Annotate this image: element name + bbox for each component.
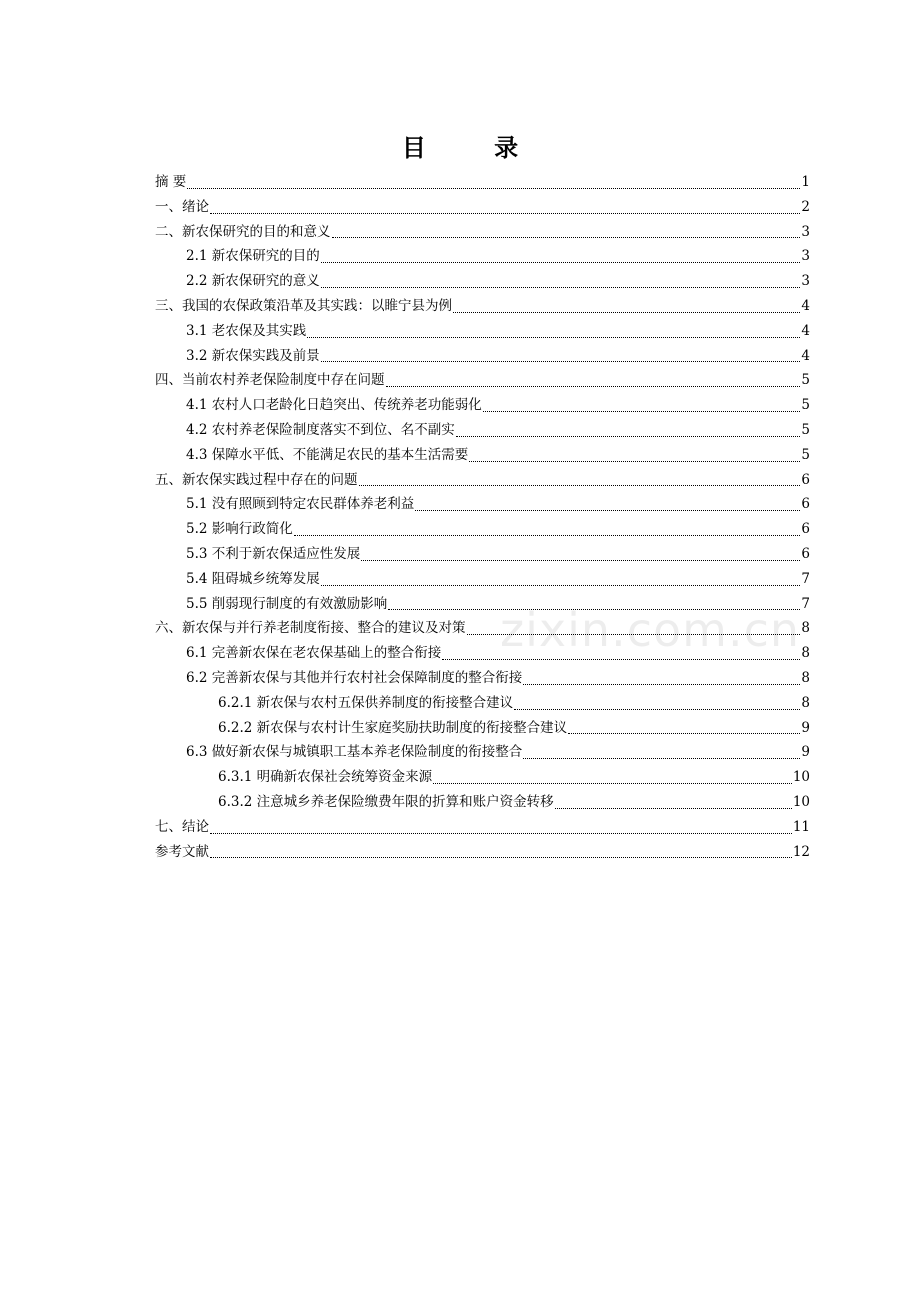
toc-entry-page-number: 4 [801, 297, 810, 314]
toc-entry-page-number: 5 [801, 397, 810, 414]
toc-entry[interactable] [155, 244, 810, 269]
toc-entry-label: 6.3.1 明确新农保社会统筹资金来源 [218, 769, 433, 786]
toc-entry[interactable] [155, 195, 810, 220]
toc-entry-label: 六、新农保与并行养老制度衔接、整合的建议及对策 [155, 620, 466, 637]
toc-entry[interactable] [155, 840, 810, 865]
toc-entry-label: 一、绪论 [155, 198, 209, 215]
toc-entry-label: 5.5 削弱现行制度的有效激励影响 [186, 595, 388, 612]
toc-entry-page-number: 12 [792, 843, 810, 860]
toc-entry[interactable] [155, 443, 810, 468]
toc-entry-label: 4.1 农村人口老龄化日趋突出、传统养老功能弱化 [186, 397, 482, 414]
toc-entry[interactable] [155, 294, 810, 319]
toc-entry-page-number: 3 [801, 248, 810, 265]
toc-entry-page-number: 9 [801, 719, 810, 736]
toc-dot-leader [321, 585, 801, 586]
toc-dot-leader [388, 609, 800, 610]
toc-dot-leader [433, 783, 792, 784]
toc-entry-page-number: 3 [801, 273, 810, 290]
toc-entry-page-number: 7 [801, 595, 810, 612]
toc-entry-label: 3.1 老农保及其实践 [186, 322, 307, 339]
toc-dot-leader [555, 808, 792, 809]
toc-entry[interactable] [155, 567, 810, 592]
toc-dot-leader [523, 758, 800, 759]
toc-entry[interactable] [155, 616, 810, 641]
page-title: 目 录 [401, 134, 549, 162]
toc-entry-label: 6.3.2 注意城乡养老保险缴费年限的折算和账户资金转移 [218, 793, 554, 810]
table-of-contents [155, 170, 810, 864]
toc-entry-page-number: 4 [801, 347, 810, 364]
toc-entry-label: 6.3 做好新农保与城镇职工基本养老保险制度的衔接整合 [186, 744, 523, 761]
toc-entry-label: 6.2.1 新农保与农村五保供养制度的衔接整合建议 [218, 694, 514, 711]
toc-entry-page-number: 8 [801, 669, 810, 686]
toc-dot-leader [568, 733, 800, 734]
toc-dot-leader [307, 337, 800, 338]
toc-entry[interactable] [155, 641, 810, 666]
toc-dot-leader [386, 386, 801, 387]
toc-entry[interactable] [155, 517, 810, 542]
toc-entry-page-number: 8 [801, 645, 810, 662]
toc-entry-page-number: 5 [801, 372, 810, 389]
toc-dot-leader [467, 634, 801, 635]
toc-entry-label: 6.2.2 新农保与农村计生家庭奖励扶助制度的衔接整合建议 [218, 719, 568, 736]
toc-dot-leader [469, 461, 800, 462]
toc-entry[interactable] [155, 592, 810, 617]
toc-entry-label: 5.3 不利于新农保适应性发展 [186, 545, 361, 562]
toc-entry-page-number: 6 [801, 496, 810, 513]
toc-entry[interactable] [155, 666, 810, 691]
toc-entry-label: 5.4 阻碍城乡统筹发展 [186, 570, 320, 587]
toc-entry[interactable] [155, 319, 810, 344]
toc-entry[interactable] [155, 468, 810, 493]
toc-entry[interactable] [155, 542, 810, 567]
toc-dot-leader [187, 188, 800, 189]
toc-entry-label: 3.2 新农保实践及前景 [186, 347, 320, 364]
toc-entry[interactable] [155, 344, 810, 369]
toc-dot-leader [321, 262, 801, 263]
toc-dot-leader [321, 287, 801, 288]
toc-dot-leader [483, 411, 801, 412]
toc-entry-label: 三、我国的农保政策沿革及其实践：以睢宁县为例 [155, 297, 452, 314]
toc-entry[interactable] [155, 815, 810, 840]
toc-entry-label: 七、结论 [155, 818, 209, 835]
toc-entry-page-number: 9 [801, 744, 810, 761]
toc-dot-leader [453, 312, 800, 313]
toc-dot-leader [294, 535, 801, 536]
toc-entry-page-number: 5 [801, 421, 810, 438]
toc-dot-leader [415, 510, 800, 511]
toc-entry-label: 6.1 完善新农保在老农保基础上的整合衔接 [186, 645, 442, 662]
toc-entry-label: 6.2 完善新农保与其他并行农村社会保障制度的整合衔接 [186, 669, 523, 686]
toc-entry[interactable] [155, 740, 810, 765]
toc-dot-leader [210, 857, 792, 858]
toc-entry-label: 5.2 影响行政简化 [186, 521, 293, 538]
toc-entry[interactable] [155, 790, 810, 815]
toc-entry[interactable] [155, 170, 810, 195]
toc-entry-label: 2.1 新农保研究的目的 [186, 248, 320, 265]
toc-entry-label: 4.2 农村养老保险制度落实不到位、名不副实 [186, 421, 455, 438]
toc-dot-leader [361, 560, 800, 561]
toc-entry-page-number: 11 [792, 818, 810, 835]
toc-entry[interactable] [155, 691, 810, 716]
toc-entry-page-number: 10 [792, 769, 810, 786]
toc-entry-page-number: 8 [801, 694, 810, 711]
toc-entry-page-number: 6 [801, 521, 810, 538]
toc-entry[interactable] [155, 269, 810, 294]
toc-dot-leader [442, 659, 800, 660]
toc-entry-page-number: 3 [801, 223, 810, 240]
watermark-text: zixin.com.cn [500, 603, 801, 657]
toc-entry[interactable] [155, 220, 810, 245]
toc-entry-page-number: 10 [792, 793, 810, 810]
toc-dot-leader [523, 684, 800, 685]
toc-entry-page-number: 5 [801, 446, 810, 463]
toc-entry[interactable] [155, 418, 810, 443]
toc-entry[interactable] [155, 368, 810, 393]
toc-entry[interactable] [155, 393, 810, 418]
toc-entry-page-number: 6 [801, 545, 810, 562]
toc-entry[interactable] [155, 716, 810, 741]
toc-entry-label: 二、新农保研究的目的和意义 [155, 223, 331, 240]
toc-entry-label: 2.2 新农保研究的意义 [186, 273, 320, 290]
toc-dot-leader [359, 485, 801, 486]
toc-dot-leader [514, 709, 800, 710]
toc-entry-page-number: 6 [801, 471, 810, 488]
toc-entry-label: 4.3 保障水平低、不能满足农民的基本生活需要 [186, 446, 469, 463]
toc-entry-page-number: 1 [801, 174, 810, 190]
toc-entry[interactable] [155, 765, 810, 790]
toc-entry-page-number: 7 [801, 570, 810, 587]
toc-dot-leader [210, 213, 800, 214]
toc-entry-label: 四、当前农村养老保险制度中存在问题 [155, 372, 385, 389]
toc-dot-leader [210, 833, 792, 834]
toc-dot-leader [332, 237, 801, 238]
toc-dot-leader [321, 361, 801, 362]
toc-entry-label: 参考文献 [155, 843, 209, 860]
toc-entry[interactable] [155, 492, 810, 517]
toc-entry-page-number: 2 [801, 198, 810, 215]
toc-entry-label: 摘 要 [155, 174, 187, 190]
toc-entry-page-number: 4 [801, 322, 810, 339]
toc-entry-label: 五、新农保实践过程中存在的问题 [155, 471, 358, 488]
toc-entry-label: 5.1 没有照顾到特定农民群体养老利益 [186, 496, 415, 513]
toc-entry-page-number: 8 [801, 620, 810, 637]
toc-dot-leader [456, 436, 801, 437]
